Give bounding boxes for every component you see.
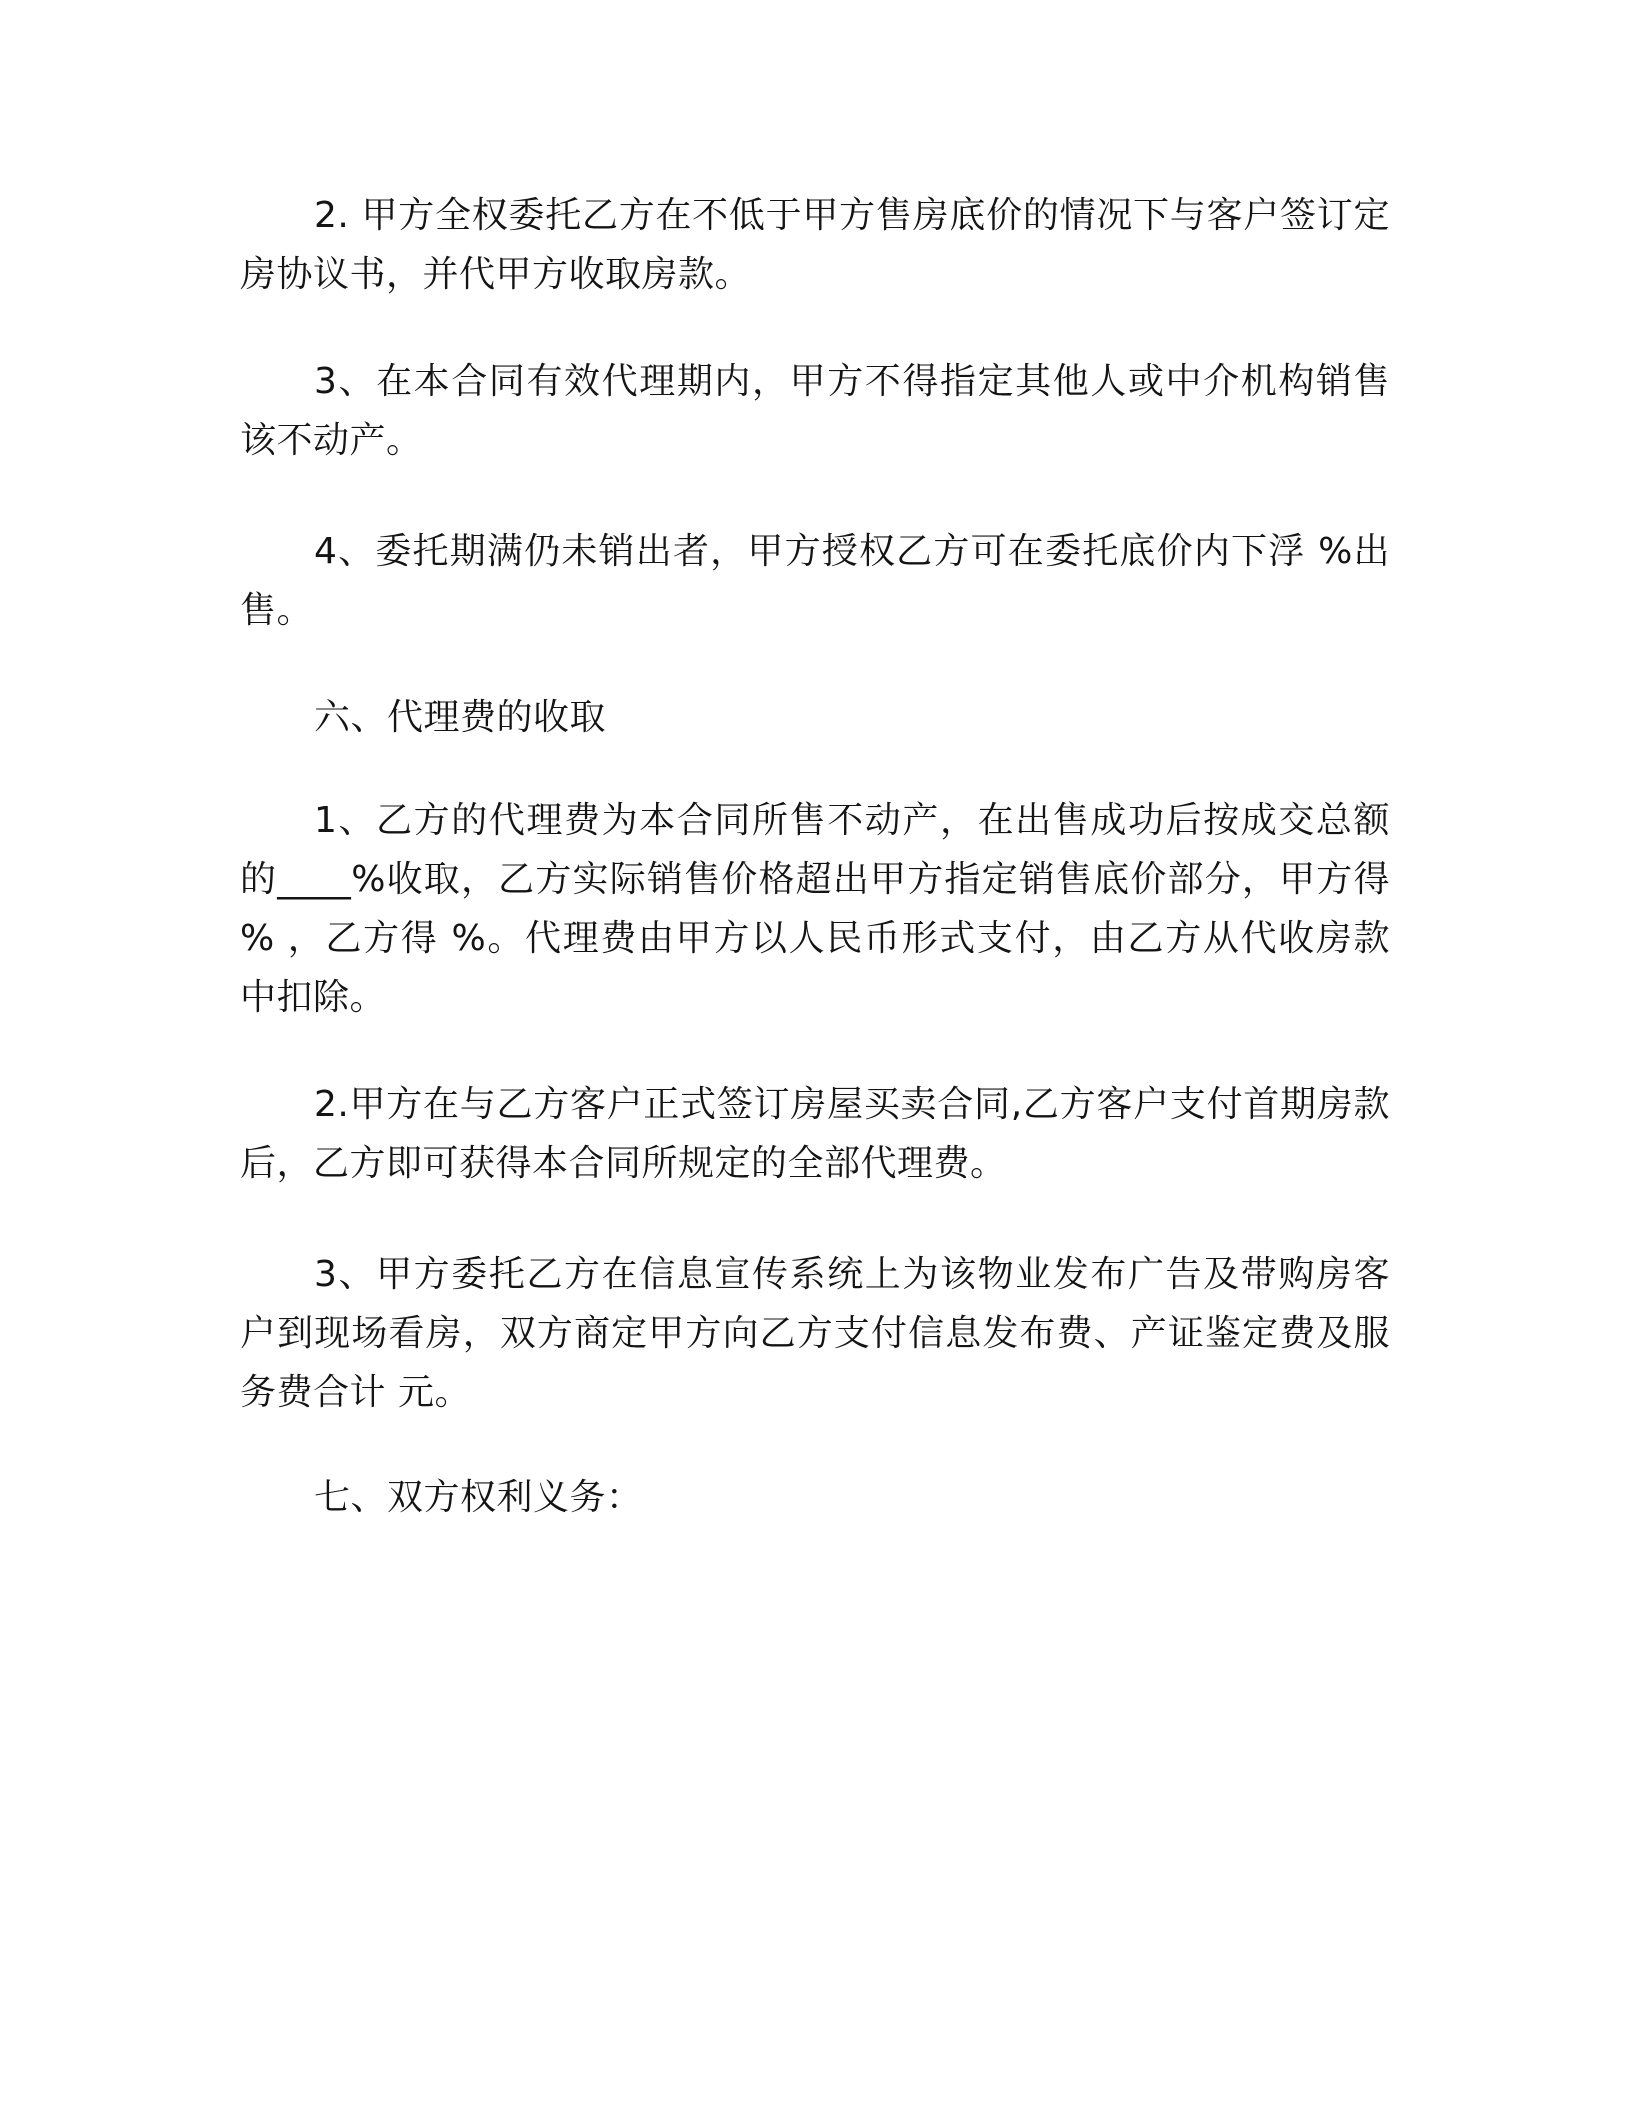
- fee-clause-1-paragraph: 1、乙方的代理费为本合同所售不动产，在出售成功后按成交总额的____%收取，乙方实际销售价格超出甲方指定销售底价部分，甲方得 % ，乙方得 %。代理费由甲方以人民币形式支付，由乙方从代收房款中扣除。: [240, 800, 1390, 1018]
- clause-3-paragraph: 3、在本合同有效代理期内，甲方不得指定其他人或中介机构销售该不动产。: [240, 361, 1390, 461]
- document-body: [240, 186, 1390, 1577]
- clause-4-paragraph: 4、委托期满仍未销出者，甲方授权乙方可在委托底价内下浮 %出售。: [240, 531, 1390, 631]
- clause-2-paragraph: 2. 甲方全权委托乙方在不低于甲方售房底价的情况下与客户签订定房协议书，并代甲方收取房款。: [240, 195, 1390, 295]
- fee-clause-3-paragraph: 3、甲方委托乙方在信息宣传系统上为该物业发布广告及带购房客户到现场看房，双方商定甲方向乙方支付信息发布费、产证鉴定费及服务费合计 元。: [240, 1254, 1390, 1413]
- section-7-heading: 七、双方权利义务：: [314, 1477, 643, 1518]
- section-6-heading: 六、代理费的收取: [314, 697, 607, 738]
- fee-clause-2-paragraph: 2.甲方在与乙方客户正式签订房屋买卖合同,乙方客户支付首期房款后，乙方即可获得本合同所规定的全部代理费。: [240, 1084, 1390, 1184]
